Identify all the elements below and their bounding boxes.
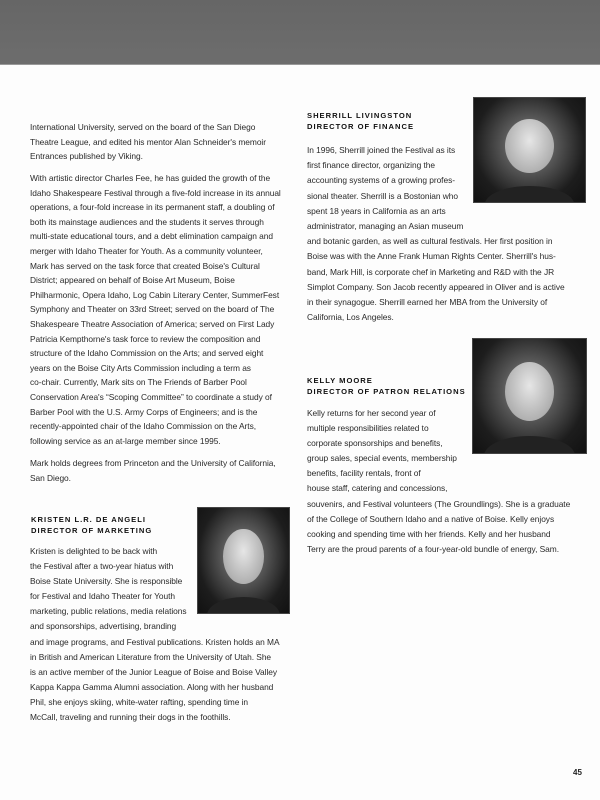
kristen-name: KRISTEN L.R. DE ANGELI — [31, 515, 146, 524]
kelly-title: DIRECTOR OF PATRON RELATIONS — [307, 387, 466, 396]
kelly-bio: Kelly returns for her second year of multiple responsibilities related to corporate sponsorships and benefits, group sales, special events, membership benefits, facility rentals, front of house staff, catering and concessions, souvenirs, and Festival volunteers (The Groundlings). She is a graduate of the College of Southern Idaho and a native of Boise. Kelly enjoys cooking and spending time with her friends. Kelly and her husband Terry are the proud parents of a four-year-old bundle of energy, Sam. — [307, 408, 571, 554]
mark-bio-paragraph-1: International University, served on the board of the San Diego Theatre League, and edited his mentor Alan Schneider's memoir Entrances published by Viking. — [30, 122, 266, 162]
kristen-bio: Kristen is delighted to be back with the Festival after a two-year hiatus with Boise State University. She is responsible for Festival and Idaho Theater for Youth marketing, public relations, media relations and sponsorships, advertising, branding and image programs, and Festival publications. Kristen holds an MA in British and American Literature from the University of Utah. She is an active member of the Junior League of Boise and Boise Valley Kappa Kappa Gamma Alumni association. Along with her husband Phil, she enjoys skiing, white-water rafting, spending time in McCall, traveling and running their dogs in the foothills. — [30, 546, 280, 723]
mark-bio-paragraph-3: Mark holds degrees from Princeton and the University of California, San Diego. — [30, 458, 276, 483]
sherrill-name: SHERRILL LIVINGSTON — [307, 111, 413, 120]
mark-bio-paragraph-2: With artistic director Charles Fee, he has guided the growth of the Idaho Shakespeare Festival through a five-fold increase in its annual operations, a four-fold increase in its permanent staff, a doubling of both its mainstage audiences and the students it serves through multi-state educational tours, and a debt elimination campaign and merger with Idaho Theater for Youth. As a community volunteer, Mark has served on the task force that created Boise's Cultural District; appeared on behalf of Boise Art Museum, Boise Philharmonic, Opera Idaho, Log Cabin Literary Center, SummerFest Symphony and Theater on 33rd Street; served on the board of The Shakespeare Theatre Association of America; served on First Lady Patricia Kempthorne's task force to review the composition and structure of the Idaho Commission on the Arts; and served eight years on the Boise City Arts Commission including a term as co-chair. Currently, Mark sits on The Friends of Barber Pool Conservation Area's “Scoping Committee” to coordinate a study of Barber Pool with the U.S. Army Corps of Engineers; and is the recently-appointed chair of the Idaho Commission on the Arts, following service as an at-large member since 1995. — [30, 173, 281, 446]
kelly-name: KELLY MOORE — [307, 376, 373, 385]
sherrill-title: DIRECTOR OF FINANCE — [307, 122, 415, 131]
kristen-title: DIRECTOR OF MARKETING — [31, 526, 153, 535]
page-number: 45 — [573, 768, 582, 777]
sherrill-bio: In 1996, Sherrill joined the Festival as its first finance director, organizing the accounting systems of a growing profes- sional theater. Sherrill is a Bostonian who spent 18 years in California as an arts administrator, managing an Asian museum and botanic garden, as well as cultural festivals. Her first position in Boise was with the Anne Frank Human Rights Center. Sherrill's hus- band, Mark Hill, is corporate chef in Marketing and R&D with the JR Simplot Company. Son Jacob recently appeared in Oliver and is active in their synagogue. Sherrill earned her MBA from the University of California, Los Angeles. — [307, 145, 565, 323]
header-band — [0, 0, 600, 65]
